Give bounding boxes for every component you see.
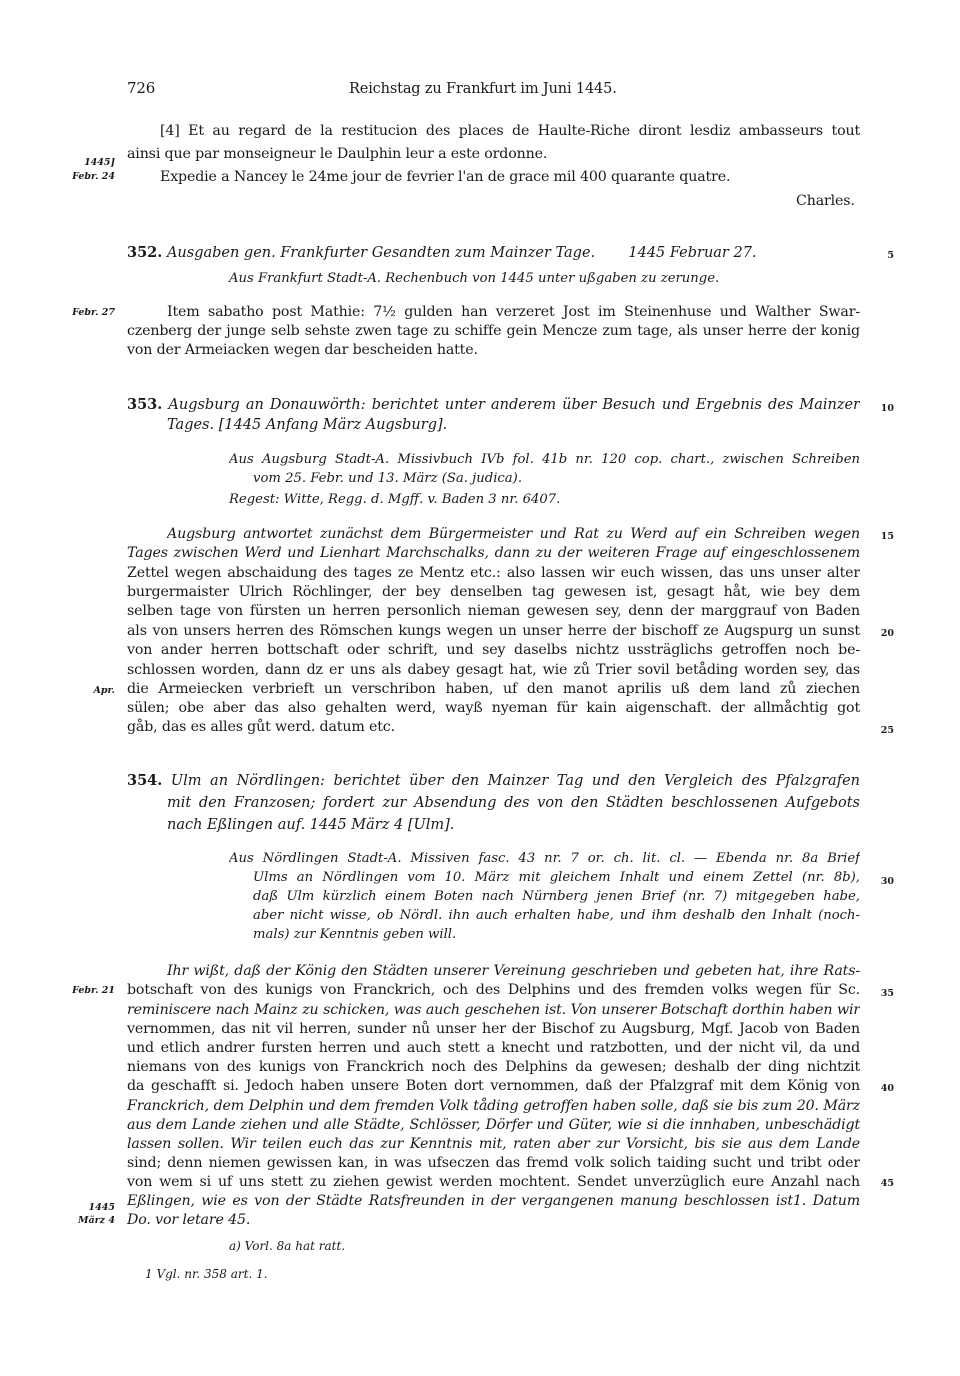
- text-line: aus dem Lande ziehen und alle Städte, Schlösser, Dörfer und Güter, wie si die innhaben, unbeschädigt: [127, 1117, 860, 1133]
- text-line: Eßlingen, wie es von der Städte Ratsfreunden in der vergangenen manung beschlossen ist1. Datum: [127, 1193, 860, 1209]
- doc-date: 1445 Februar 27.: [628, 245, 757, 261]
- text-line: ainsi que par monseigneur le Daulphin leur a este ordonne.: [127, 146, 548, 162]
- text-line: niemans von des kunigs von Franckrich noch des Delphins da gewesen; deshalb der ding nichtzit: [127, 1059, 860, 1075]
- text-line: Do. vor letare 45.: [127, 1212, 251, 1228]
- text-line: [4] Et au regard de la restitucion des places de Haulte-Riche diront lesdiz ambasseurs tout: [160, 123, 860, 139]
- section-353-heading: [127, 396, 860, 416]
- margin-date: Febr. 24: [72, 171, 115, 182]
- line-number: 10: [880, 403, 894, 414]
- text-line: schlossen worden, dann dz er uns als dabey gesagt hat, wie zů Trier sovil betåding worden sey, das: [127, 662, 860, 678]
- margin-date: Apr.: [93, 685, 115, 696]
- source-note: vom 25. Febr. und 13. März (Sa. judica).: [253, 471, 523, 486]
- section-354-heading: [127, 772, 860, 792]
- text-line: lassen sollen. Wir teilen euch das zur Kenntnis mit, raten aber zur Vorsicht, bis sie aus dem Lande: [127, 1136, 860, 1152]
- text-line: sind; denn niemen gewissen kan, in was ufseczen das fremd volk solich taiding sucht und tribt oder: [127, 1155, 860, 1171]
- doc-title-cont: Tages. [1445 Anfang März Augsburg].: [167, 417, 448, 433]
- text-line: Augsburg antwortet zunächst dem Bürgermeister und Rat zu Werd auf ein Schreiben wegen: [167, 526, 860, 542]
- text-line: vernommen, das nit vil herren, sunder nů unser her der Bischof zu Augsburg, Mgf. Jacob von Baden: [127, 1021, 860, 1037]
- line-number: 35: [880, 988, 894, 999]
- variant-footnote: a) Vorl. 8a hat ratt.: [229, 1239, 346, 1253]
- source-note: aber nicht wisse, ob Nördl. ihn auch erhalten habe, und ihm deshalb den Inhalt (noch-: [253, 908, 860, 923]
- margin-date: Febr. 21: [72, 985, 115, 996]
- source-note: Aus Nördlingen Stadt-A. Missiven fasc. 43 nr. 7 or. ch. lit. cl. — Ebenda nr. 8a Brief: [229, 851, 860, 866]
- doc-number: 352.: [127, 244, 163, 261]
- page-number: 726: [127, 79, 156, 97]
- text-line: als von unsers herren des Römschen kungs wegen un unser herre der bischoff ze Augspurg un sunst: [127, 623, 860, 639]
- line-number: 25: [880, 725, 894, 736]
- text-line: burgermaister Ulrich Röchlinger, der bey denselben tag gewesen ist, gesagt håt, wie bey dem: [127, 584, 860, 600]
- margin-date: 1445]: [84, 157, 115, 168]
- doc-number: 354.: [127, 772, 163, 789]
- line-number: 45: [880, 1178, 894, 1189]
- text-line: Franckrich, dem Delphin und dem fremden Volk tåding getroffen haben solle, daß sie bis zum 20. März: [127, 1098, 860, 1114]
- text-line: von ander herren bottschaft oder schrift, und sey daselbs nichtz ussträglichs getroffen noch be-: [127, 642, 860, 658]
- doc-title: Ausgaben gen. Frankfurter Gesandten zum Mainzer Tage.: [166, 245, 596, 261]
- text-line: Item sabatho post Mathie: 7½ gulden han verzeret Jost im Steinenhuse und Walther Swar-: [167, 304, 860, 320]
- line-number: 15: [880, 531, 894, 542]
- text-line: und etlich andrer fursten herren und auch stett a knecht und ratzbotten, und der nicht vil, da und: [127, 1040, 860, 1056]
- signature-text: Charles.: [796, 193, 855, 209]
- running-title: Reichstag zu Frankfurt im Juni 1445.: [349, 81, 617, 97]
- text-line: von wem si uf uns stett zu ziehen gewist werden mochtent. Sendet unverzüglich eure Anzahl nach: [127, 1174, 860, 1190]
- text-line: sülen; obe aber das also gehalten werd, wayß nyeman für kain aigenschaft. der allmåchtig got: [127, 700, 860, 716]
- margin-date: März 4: [78, 1215, 115, 1226]
- text-line: da geschafft si. Jedoch haben unsere Boten dort vernommen, daß der Pfalzgraf mit dem König von: [127, 1078, 860, 1094]
- line-number: 40: [880, 1083, 894, 1094]
- footnote-1: 1 Vgl. nr. 358 art. 1.: [145, 1267, 268, 1281]
- text-line: Tages zwischen Werd und Lienhart Marchschalks, dann zu der weiteren Frage auf eingeschlossenem: [127, 545, 860, 561]
- text-line: von der Armeiacken wegen dar bescheiden hatte.: [127, 342, 478, 358]
- doc-number: 353.: [127, 396, 163, 413]
- margin-date: Febr. 27: [72, 307, 115, 318]
- source-note: Aus Frankfurt Stadt-A. Rechenbuch von 1445 unter ußgaben zu zerunge.: [229, 271, 720, 286]
- source-note: daß Ulm kürzlich einem Boten nach Nürnberg jenen Brief (nr. 7) mitgegeben habe,: [253, 889, 860, 904]
- text-line: selben tage von fürsten un herren personlich nieman gewesen sey, denn der marggrauf von Baden: [127, 603, 860, 619]
- doc-title-cont: mit den Franzosen; fordert zur Absendung des von den Städten beschlossenen Aufgebots: [167, 795, 860, 811]
- line-number: 30: [880, 876, 894, 887]
- text-line: Ihr wißt, daß der König den Städten unserer Vereinung geschrieben und gebeten hat, ihre Rats-: [167, 963, 860, 979]
- text-line: gåb, das es alles gůt werd. datum etc.: [127, 719, 395, 735]
- text-line: die Armeiecken verbrieft un verschribon haben, uf den manot aprilis uß dem land zů ziechen: [127, 681, 860, 697]
- text-line: Expedie a Nancey le 24me jour de fevrier l'an de grace mil 400 quarante quatre.: [160, 169, 731, 185]
- source-note: Aus Augsburg Stadt-A. Missivbuch IVb fol. 41b nr. 120 cop. chart., zwischen Schreiben: [229, 452, 860, 467]
- margin-date: 1445: [88, 1202, 115, 1213]
- text-line: Zettel wegen abschaidung des tages ze Mentz etc.: also lassen wir euch wissen, das uns unser alter: [127, 565, 860, 581]
- text-line: botschaft von des kunigs von Franckrich, och des Delphins und des fremden volks wegen für Sc.: [127, 982, 860, 998]
- text-line: czenberg der junge selb sehste zwen tage zu schiffe gein Mencze zum tage, als unser herre der konig: [127, 323, 860, 339]
- doc-title: Augsburg an Donauwörth: berichtet unter anderem über Besuch und Ergebnis des Mainzer: [168, 397, 860, 413]
- source-note: mals) zur Kenntnis geben will.: [253, 927, 457, 942]
- line-number: 20: [880, 628, 894, 639]
- text-line: reminiscere nach Mainz zu schicken, was auch geschehen ist. Von unserer Botschaft dorthin haben wir: [127, 1002, 860, 1018]
- doc-title: Ulm an Nördlingen: berichtet über den Mainzer Tag und den Vergleich des Pfalzgrafen: [170, 773, 860, 789]
- source-note: Ulms an Nördlingen vom 10. März mit gleichem Inhalt und einem Zettel (nr. 8b),: [253, 870, 860, 885]
- line-number: 5: [887, 250, 894, 261]
- regest-note: Regest: Witte, Regg. d. Mgff. v. Baden 3 nr. 6407.: [229, 492, 561, 507]
- doc-title-cont: nach Eßlingen auf. 1445 März 4 [Ulm].: [167, 817, 455, 833]
- section-352-heading: [127, 244, 867, 261]
